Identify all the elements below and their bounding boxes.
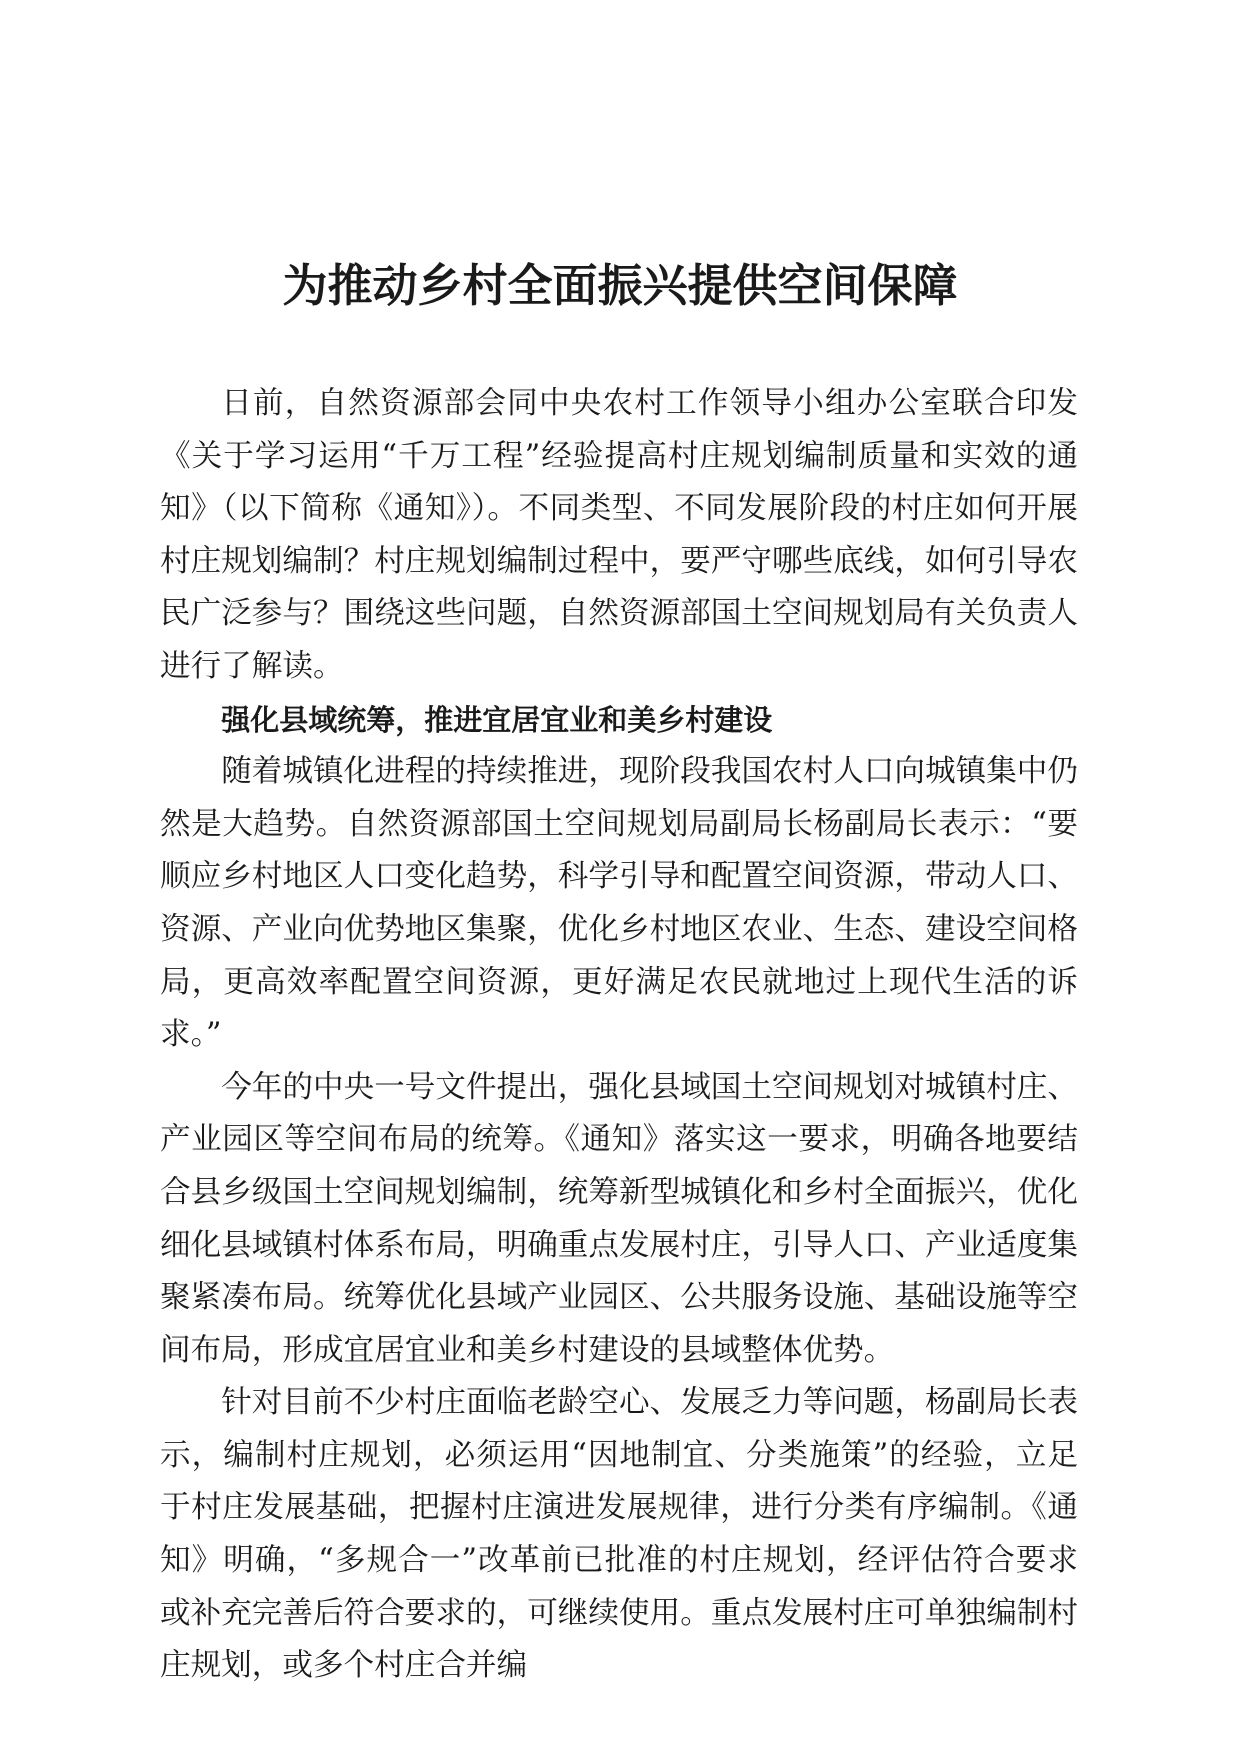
- section-paragraph-2: 今年的中央一号文件提出，强化县域国土空间规划对城镇村庄、产业园区等空间布局的统筹。《通知》落实这一要求，明确各地要结合县乡级国土空间规划编制，统筹新型城镇化和乡村全面振兴，优化细化县域镇村体系布局，明确重点发展村庄，引导人口、产业适度集聚紧凑布局。统筹优化县域产业园区、公共服务设施、基础设施等空间布局，形成宜居宜业和美乡村建设的县域整体优势。: [160, 1069, 1078, 1368]
- section-paragraph-3: 针对目前不少村庄面临老龄空心、发展乏力等问题，杨副局长表示，编制村庄规划，必须运用“因地制宜、分类施策”的经验，立足于村庄发展基础，把握村庄演进发展规律，进行分类有序编制。《通知》明确，“多规合一”改革前已批准的村庄规划，经评估符合要求或补充完善后符合要求的，可继续使用。重点发展村庄可单独编制村庄规划，或多个村庄合并编: [160, 1385, 1078, 1684]
- document-body: [160, 378, 1078, 1693]
- intro-paragraph: 日前，自然资源部会同中央农村工作领导小组办公室联合印发《关于学习运用“千万工程”经验提高村庄规划编制质量和实效的通知》（以下简称《通知》）。不同类型、不同发展阶段的村庄如何开展村庄规划编制？村庄规划编制过程中，要严守哪些底线，如何引导农民广泛参与？围绕这些问题，自然资源部国土空间规划局有关负责人进行了解读。: [160, 386, 1078, 684]
- section-paragraph-1: 随着城镇化进程的持续推进，现阶段我国农村人口向城镇集中仍然是大趋势。自然资源部国土空间规划局副局长杨副局长表示：“要顺应乡村地区人口变化趋势，科学引导和配置空间资源，带动人口、资源、产业向优势地区集聚，优化乡村地区农业、生态、建设空间格局，更高效率配置空间资源，更好满足农民就地过上现代生活的诉求。”: [160, 754, 1078, 1053]
- section-heading: 强化县域统筹，推进宜居宜业和美乡村建设: [221, 702, 773, 737]
- document-title: 为推动乡村全面振兴提供空间保障: [282, 259, 958, 312]
